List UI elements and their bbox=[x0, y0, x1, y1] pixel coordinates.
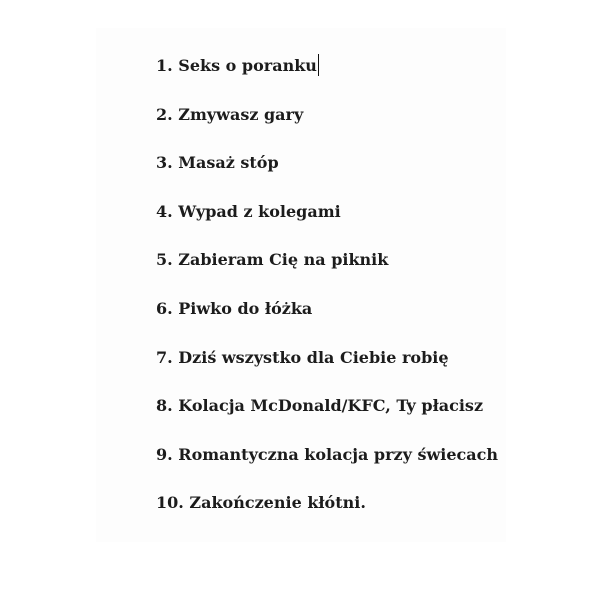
list-item-text: 7. Dziś wszystko dla Ciebie robię bbox=[156, 347, 449, 367]
list-item[interactable] bbox=[156, 393, 498, 442]
list-item-text: 1. Seks o poranku bbox=[156, 56, 317, 75]
list-item[interactable] bbox=[156, 490, 498, 539]
list-item-text: 4. Wypad z kolegami bbox=[156, 201, 341, 221]
list-item-text: 2. Zmywasz gary bbox=[156, 104, 304, 124]
list-item[interactable] bbox=[156, 102, 498, 151]
text-cursor bbox=[318, 54, 320, 76]
list-item-text: 9. Romantyczna kolacja przy świecach bbox=[156, 444, 499, 464]
list-item-text: 5. Zabieram Cię na piknik bbox=[156, 250, 389, 270]
list-item-text: 6. Piwko do łóżka bbox=[156, 298, 313, 318]
list-item-text: 8. Kolacja McDonald/KFC, Ty płacisz bbox=[156, 396, 484, 416]
list-item[interactable] bbox=[156, 442, 498, 491]
list-item[interactable] bbox=[156, 53, 498, 102]
list-item[interactable] bbox=[156, 296, 498, 345]
list-item[interactable] bbox=[156, 247, 498, 296]
list-item-text: 3. Masaż stóp bbox=[156, 153, 279, 173]
list-item-text: 10. Zakończenie kłótni. bbox=[156, 493, 366, 513]
numbered-list bbox=[156, 53, 498, 539]
list-item[interactable] bbox=[156, 199, 498, 248]
list-item[interactable] bbox=[156, 150, 498, 199]
list-item[interactable] bbox=[156, 345, 498, 394]
